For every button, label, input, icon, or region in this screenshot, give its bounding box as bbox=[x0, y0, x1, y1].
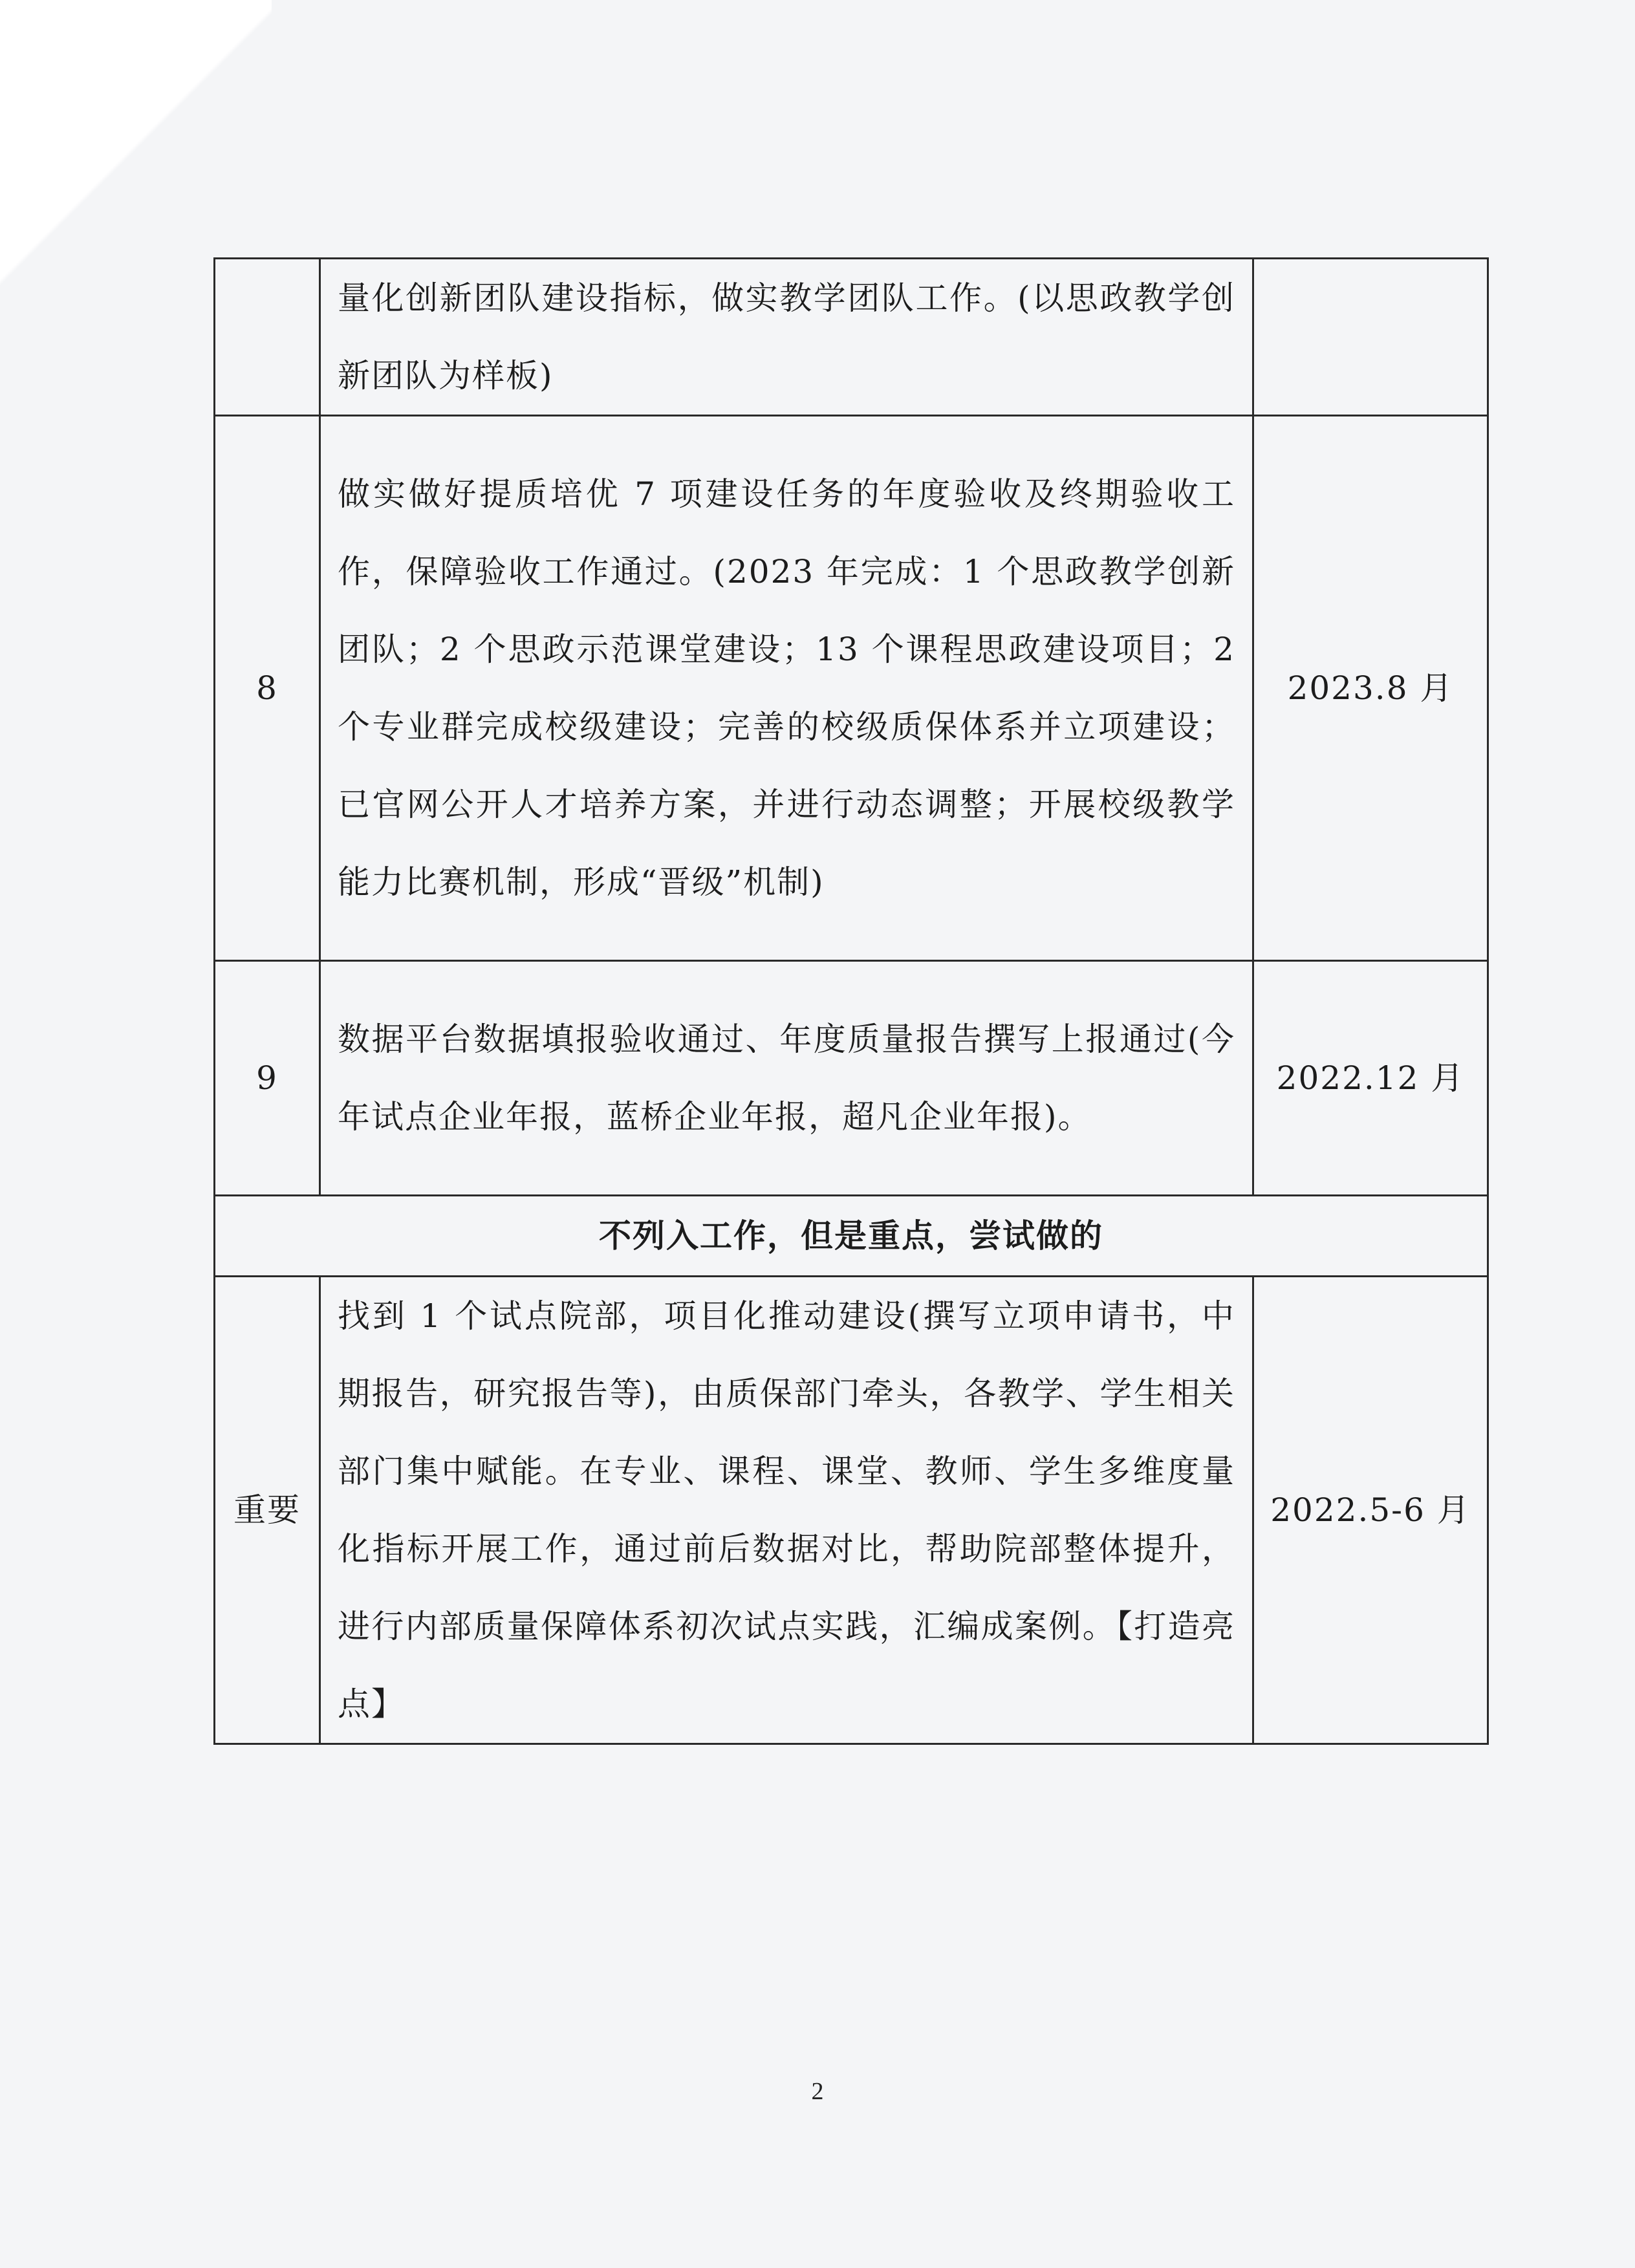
table-row bbox=[215, 259, 1488, 416]
section-row bbox=[215, 1196, 1488, 1277]
row-number: 9 bbox=[215, 961, 320, 1196]
row-content: 找到 1 个试点院部，项目化推动建设(撰写立项申请书，中期报告，研究报告等)，由质保部门牵头，各教学、学生相关部门集中赋能。在专业、课程、课堂、教师、学生多维度量化指标开展工作，通过前后数据对比，帮助院部整体提升，进行内部质量保障体系初次试点实践，汇编成案例。【打造亮点】 bbox=[320, 1277, 1253, 1744]
page-number: 2 bbox=[811, 2078, 824, 2105]
table-row bbox=[215, 416, 1488, 961]
table-row bbox=[215, 961, 1488, 1196]
section-title: 不列入工作，但是重点，尝试做的 bbox=[215, 1196, 1488, 1277]
row-deadline bbox=[1253, 259, 1488, 416]
task-table bbox=[213, 257, 1489, 1745]
row-content: 量化创新团队建设指标，做实教学团队工作。(以思政教学创新团队为样板) bbox=[320, 259, 1253, 416]
row-content: 做实做好提质培优 7 项建设任务的年度验收及终期验收工作，保障验收工作通过。(2023 年完成：1 个思政教学创新团队；2 个思政示范课堂建设；13 个课程思政建设项目；2 个专业群完成校级建设；完善的校级质保体系并立项建设；已官网公开人才培养方案，并进行动态调整；开展校级教学能力比赛机制，形成“晋级”机制) bbox=[320, 416, 1253, 961]
row-number: 8 bbox=[215, 416, 320, 961]
table-row bbox=[215, 1277, 1488, 1744]
row-number: 重要 bbox=[215, 1277, 320, 1744]
row-deadline: 2022.12 月 bbox=[1253, 961, 1488, 1196]
row-deadline: 2023.8 月 bbox=[1253, 416, 1488, 961]
row-content: 数据平台数据填报验收通过、年度质量报告撰写上报通过(今年试点企业年报，蓝桥企业年报，超凡企业年报)。 bbox=[320, 961, 1253, 1196]
row-deadline: 2022.5-6 月 bbox=[1253, 1277, 1488, 1744]
row-number bbox=[215, 259, 320, 416]
